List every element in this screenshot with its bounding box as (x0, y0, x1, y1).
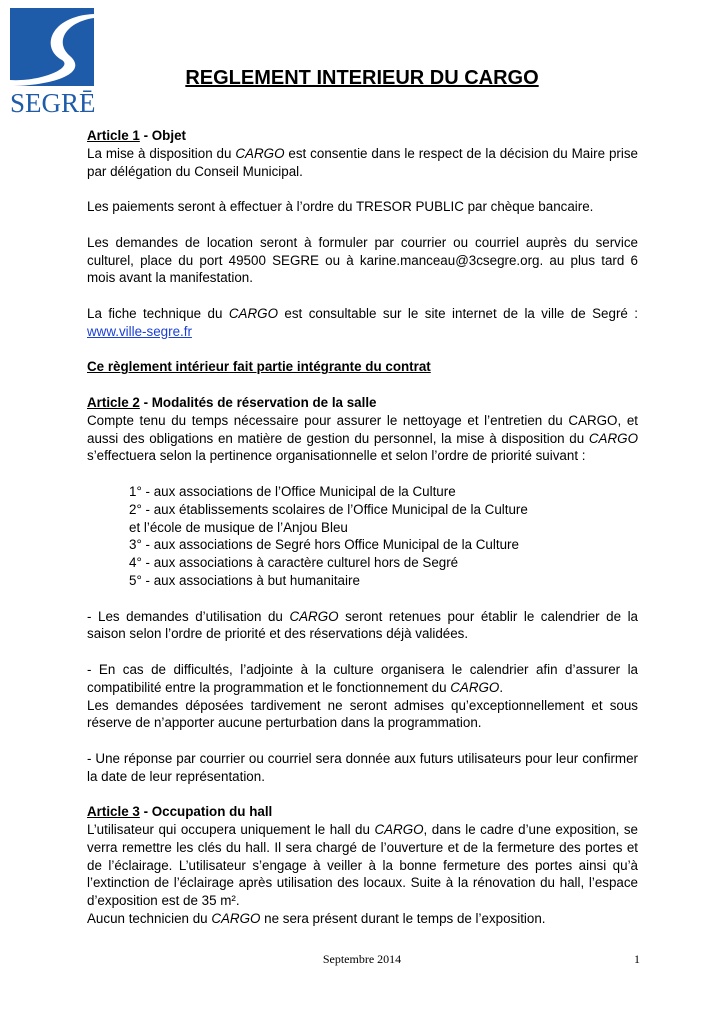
list-item: 1° - aux associations de l’Office Municipal de la Culture (129, 483, 456, 499)
contract-notice: Ce règlement intérieur fait partie intégrante du contrat (87, 359, 431, 375)
article-3-heading: Article 3 - Occupation du hall (87, 804, 273, 820)
priority-list (87, 483, 638, 590)
list-item: 2° - aux établissements scolaires de l’Office Municipal de la Culture (129, 501, 528, 517)
article-2-paragraph: Compte tenu du temps nécessaire pour assurer le nettoyage et l’entretien du CARGO, et aussi des obligations en matière de gestion du personnel, la mise à disposition du CARGO s’effectuera selon la pertinence organisationnelle et selon l’ordre de priorité suivant : (87, 412, 638, 464)
article-2-heading: Article 2 - Modalités de réservation de la salle (87, 394, 377, 410)
article-2-difficulties-text: - En cas de difficultés, l’adjointe à la culture organisera le calendrier afin d’assurer la compatibilité entre la programmation et le fonctionnement du CARGO. (87, 661, 638, 695)
article-1-tech-sheet-text: La fiche technique du CARGO est consultable sur le site internet de la ville de Segré : www.ville-segre.fr (87, 305, 639, 339)
website-link[interactable]: www.ville-segre.fr (87, 323, 192, 339)
article-1-title: Objet (151, 128, 186, 143)
article-1-paragraph: La mise à disposition du CARGO est consentie dans le respect de la décision du Maire prise par délégation du Conseil Municipal. (87, 145, 638, 179)
logo-text: SEGRĒ (10, 88, 96, 118)
article-3-title: Occupation du hall (151, 804, 273, 820)
page-title: REGLEMENT INTERIEUR DU CARGO (185, 67, 539, 89)
list-item: 5° - aux associations à but humanitaire (129, 572, 360, 588)
article-1-heading: Article 1 - Objet (87, 128, 186, 143)
article-1-request-text: Les demandes de location seront à formuler par courrier ou courriel auprès du service culturel, place du port 49500 SEGRE ou à karine.manceau@3csegre.org. au plus tard 6 mois avant la manifestation. (87, 234, 638, 286)
article-2-late-requests-text: Les demandes déposées tardivement ne seront admises qu’exceptionnellement et sous réserve de n’apporter aucune perturbation dans la programmation. (87, 697, 638, 731)
segre-logo (10, 8, 94, 118)
page-number: 1 (634, 952, 640, 966)
list-item: 3° - aux associations de Segré hors Office Municipal de la Culture (129, 537, 519, 553)
document-body (87, 127, 638, 928)
article-2-usage-text: - Les demandes d’utilisation du CARGO seront retenues pour établir le calendrier de la saison selon l’ordre de priorité et des réservations déjà validées. (87, 608, 639, 642)
list-item: et l’école de musique de l’Anjou Bleu (129, 519, 348, 535)
article-3-technician-text: Aucun technicien du CARGO ne sera présent durant le temps de l’exposition. (87, 911, 546, 927)
article-3-number: Article 3 (87, 804, 140, 820)
article-3-paragraph: L’utilisateur qui occupera uniquement le hall du CARGO, dans le cadre d’une exposition, se verra remettre les clés du hall. Il sera chargé de l’ouverture et de la fermeture des portes et de l’éclairage. L’utilisateur s’engage à veiller à la bonne fermeture des portes ainsi qu’à l’extinction de l’éclairage après utilisation des locaux. Suite à la rénovation du hall, l’espace d’exposition est de 35 m². (87, 822, 639, 909)
list-item: 4° - aux associations à caractère culturel hors de Segré (129, 555, 459, 571)
article-2-title: Modalités de réservation de la salle (151, 394, 377, 410)
footer-date: Septembre 2014 (322, 952, 402, 966)
article-2-number: Article 2 (87, 394, 140, 410)
article-2-response-text: - Une réponse par courrier ou courriel sera donnée aux futurs utilisateurs pour leur confirmer la date de leur représentation. (87, 750, 638, 784)
article-1-payment-text: Les paiements seront à effectuer à l’ordre du TRESOR PUBLIC par chèque bancaire. (87, 199, 594, 215)
article-1-number: Article 1 (87, 128, 140, 143)
